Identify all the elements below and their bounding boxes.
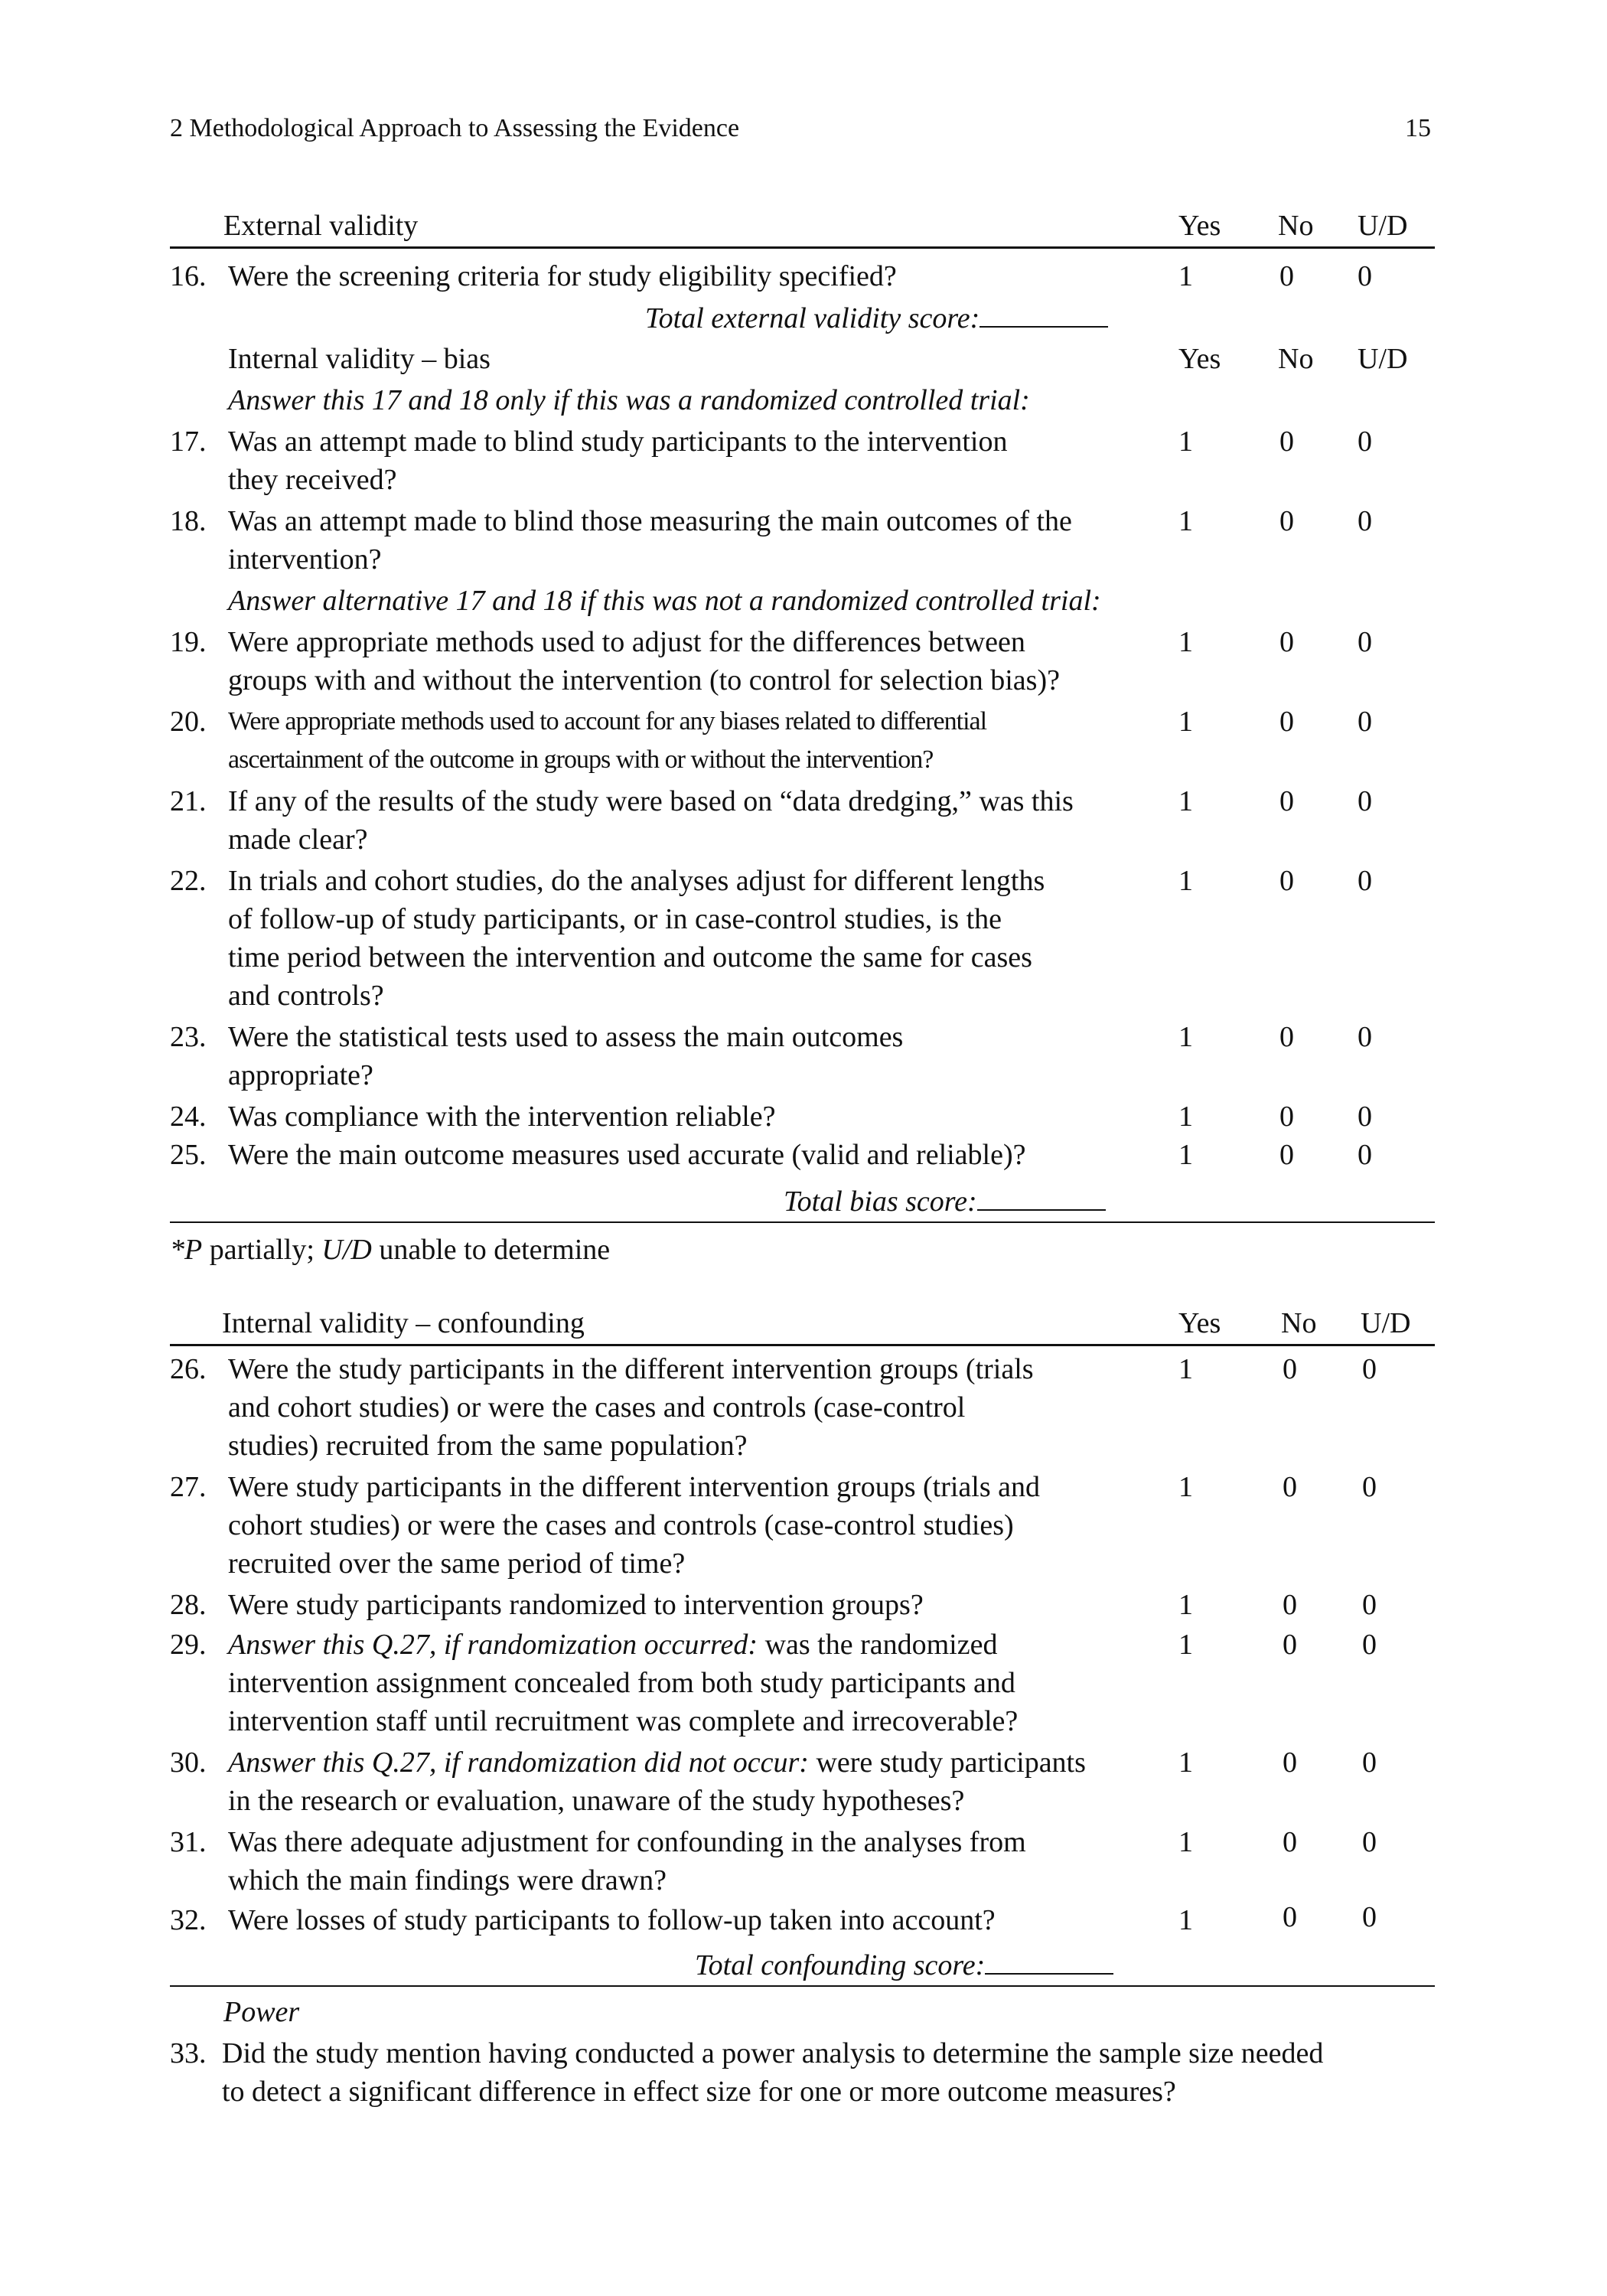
legend-footnote: *P partially; U/D unable to determine [170, 1234, 611, 1266]
answer-no[interactable]: 0 [1279, 426, 1294, 458]
answer-yes[interactable]: 1 [1178, 1021, 1193, 1053]
score-blank[interactable] [985, 1945, 1113, 1975]
answer-no[interactable]: 0 [1279, 706, 1294, 738]
answer-no[interactable]: 0 [1283, 1746, 1297, 1779]
question-text: Were study participants in the different intervention groups (trials and [228, 1471, 1040, 1503]
answer-yes[interactable]: 1 [1178, 1904, 1193, 1936]
confounding-heading: Internal validity – confounding [222, 1307, 585, 1339]
question-text: Was an attempt made to blind study participants to the intervention [228, 426, 1008, 458]
answer-ud[interactable]: 0 [1358, 505, 1372, 537]
answer-no[interactable]: 0 [1283, 1471, 1297, 1503]
total-confounding [695, 1945, 1113, 1985]
running-title: 2 Methodological Approach to Assessing the Evidence [170, 114, 740, 142]
question-text: time period between the intervention and outcome the same for cases [228, 941, 1032, 974]
question-number: 17. [170, 426, 207, 458]
answer-ud[interactable]: 0 [1358, 426, 1372, 458]
total-label: Total external validity score: [645, 302, 980, 334]
answer-ud[interactable]: 0 [1362, 1589, 1377, 1621]
col-yes-header: Yes [1178, 210, 1221, 242]
question-number: 29. [170, 1629, 207, 1661]
question-text: Were the screening criteria for study eligibility specified? [228, 260, 897, 292]
question-text: Did the study mention having conducted a power analysis to determine the sample size needed [222, 2037, 1324, 2069]
answer-yes[interactable]: 1 [1178, 706, 1193, 738]
question-number: 31. [170, 1826, 207, 1858]
question-text: and controls? [228, 980, 384, 1012]
question-text: in the research or evaluation, unaware of the study hypotheses? [228, 1785, 965, 1817]
instruction-note: Answer alternative 17 and 18 if this was not a randomized controlled trial: [228, 585, 1101, 617]
answer-yes[interactable]: 1 [1178, 865, 1193, 897]
col-yes-header: Yes [1178, 1307, 1221, 1339]
answer-ud[interactable]: 0 [1358, 706, 1372, 738]
question-text: Answer this Q.27, if randomization occurred: was the randomized [228, 1629, 998, 1661]
question-text: If any of the results of the study were based on “data dredging,” was this [228, 785, 1074, 817]
question-text: Were losses of study participants to follow-up taken into account? [228, 1904, 996, 1936]
question-number: 20. [170, 706, 207, 738]
score-blank[interactable] [980, 298, 1108, 328]
answer-yes[interactable]: 1 [1178, 1589, 1193, 1621]
section-rule [170, 246, 1435, 249]
question-text: cohort studies) or were the cases and controls (case-control studies) [228, 1509, 1014, 1541]
question-text: Were the statistical tests used to assess the main outcomes [228, 1021, 904, 1053]
total-label: Total bias score: [784, 1186, 977, 1218]
section-rule [170, 1221, 1435, 1223]
col-ud-header: U/D [1358, 210, 1408, 242]
question-text: intervention? [228, 543, 382, 576]
total-external-validity [645, 298, 1108, 338]
score-blank[interactable] [977, 1182, 1106, 1211]
question-number: 16. [170, 260, 207, 292]
answer-ud[interactable]: 0 [1362, 1629, 1377, 1661]
answer-no[interactable]: 0 [1279, 1139, 1294, 1171]
question-text: Answer this Q.27, if randomization did not occur: were study participants [228, 1746, 1086, 1779]
question-text: and cohort studies) or were the cases and controls (case-control [228, 1391, 966, 1424]
answer-no[interactable]: 0 [1279, 260, 1294, 292]
answer-ud[interactable]: 0 [1362, 1826, 1377, 1858]
answer-yes[interactable]: 1 [1178, 1746, 1193, 1779]
answer-yes[interactable]: 1 [1178, 1353, 1193, 1385]
question-number: 32. [170, 1904, 207, 1936]
question-text: Was an attempt made to blind those measuring the main outcomes of the [228, 505, 1072, 537]
question-text: intervention assignment concealed from both study participants and [228, 1667, 1015, 1699]
answer-yes[interactable]: 1 [1178, 1826, 1193, 1858]
question-number: 27. [170, 1471, 207, 1503]
total-bias [784, 1182, 1106, 1221]
answer-no[interactable]: 0 [1279, 1101, 1294, 1133]
answer-ud[interactable]: 0 [1358, 865, 1372, 897]
question-number: 25. [170, 1139, 207, 1171]
question-number: 23. [170, 1021, 207, 1053]
question-text: ascertainment of the outcome in groups with or without the intervention? [228, 745, 934, 774]
col-ud-header: U/D [1361, 1307, 1411, 1339]
question-text: groups with and without the intervention (to control for selection bias)? [228, 664, 1060, 696]
answer-ud[interactable]: 0 [1358, 626, 1372, 658]
question-text: Was compliance with the intervention reliable? [228, 1101, 776, 1133]
answer-ud[interactable]: 0 [1358, 1021, 1372, 1053]
question-number: 19. [170, 626, 207, 658]
answer-ud[interactable]: 0 [1362, 1746, 1377, 1779]
answer-no[interactable]: 0 [1283, 1901, 1297, 1933]
external-validity-heading: External validity [223, 210, 419, 242]
answer-no[interactable]: 0 [1279, 1021, 1294, 1053]
page-number: 15 [1405, 114, 1431, 142]
answer-no[interactable]: 0 [1283, 1589, 1297, 1621]
question-number: 33. [170, 2037, 207, 2069]
col-yes-header: Yes [1178, 343, 1221, 375]
answer-ud[interactable]: 0 [1358, 1101, 1372, 1133]
question-text: intervention staff until recruitment was complete and irrecoverable? [228, 1705, 1019, 1737]
question-text: Was there adequate adjustment for confounding in the analyses from [228, 1826, 1026, 1858]
question-text: In trials and cohort studies, do the analyses adjust for different lengths [228, 865, 1045, 897]
question-text: Were the study participants in the different intervention groups (trials [228, 1353, 1034, 1385]
answer-ud[interactable]: 0 [1358, 785, 1372, 817]
answer-yes[interactable]: 1 [1178, 626, 1193, 658]
answer-ud[interactable]: 0 [1362, 1353, 1377, 1385]
question-text: appropriate? [228, 1059, 373, 1091]
answer-no[interactable]: 0 [1283, 1826, 1297, 1858]
answer-yes[interactable]: 1 [1178, 505, 1193, 537]
question-number: 28. [170, 1589, 207, 1621]
question-text: Were appropriate methods used to adjust for the differences between [228, 626, 1025, 658]
answer-yes[interactable]: 1 [1178, 1139, 1193, 1171]
section-rule [170, 1985, 1435, 1987]
answer-yes[interactable]: 1 [1178, 426, 1193, 458]
question-text: to detect a significant difference in effect size for one or more outcome measures? [222, 2076, 1176, 2108]
instruction-note: Answer this 17 and 18 only if this was a randomized controlled trial: [228, 384, 1030, 416]
question-text: studies) recruited from the same population? [228, 1430, 748, 1462]
question-number: 22. [170, 865, 207, 897]
answer-ud[interactable]: 0 [1362, 1471, 1377, 1503]
question-number: 30. [170, 1746, 207, 1779]
power-heading: Power [223, 1996, 300, 2028]
answer-no[interactable]: 0 [1279, 785, 1294, 817]
answer-yes[interactable]: 1 [1178, 1101, 1193, 1133]
question-text: made clear? [228, 823, 368, 856]
question-text: Were study participants randomized to intervention groups? [228, 1589, 924, 1621]
question-text: recruited over the same period of time? [228, 1548, 686, 1580]
bias-heading: Internal validity – bias [228, 343, 491, 375]
answer-yes[interactable]: 1 [1178, 260, 1193, 292]
answer-ud[interactable]: 0 [1358, 260, 1372, 292]
answer-yes[interactable]: 1 [1178, 1471, 1193, 1503]
answer-no[interactable]: 0 [1279, 865, 1294, 897]
answer-yes[interactable]: 1 [1178, 785, 1193, 817]
answer-no[interactable]: 0 [1283, 1353, 1297, 1385]
question-text: which the main findings were drawn? [228, 1864, 667, 1896]
question-number: 26. [170, 1353, 207, 1385]
answer-yes[interactable]: 1 [1178, 1629, 1193, 1661]
question-number: 21. [170, 785, 207, 817]
answer-no[interactable]: 0 [1283, 1629, 1297, 1661]
col-ud-header: U/D [1358, 343, 1408, 375]
question-text: Were appropriate methods used to account for any biases related to differential [228, 707, 987, 735]
answer-ud[interactable]: 0 [1358, 1139, 1372, 1171]
answer-no[interactable]: 0 [1279, 505, 1294, 537]
total-label: Total confounding score: [695, 1949, 986, 1981]
answer-ud[interactable]: 0 [1362, 1901, 1377, 1933]
col-no-header: No [1278, 210, 1314, 242]
col-no-header: No [1278, 343, 1314, 375]
col-no-header: No [1281, 1307, 1317, 1339]
question-text: they received? [228, 464, 397, 496]
section-rule [170, 1344, 1435, 1346]
question-number: 18. [170, 505, 207, 537]
question-number: 24. [170, 1101, 207, 1133]
answer-no[interactable]: 0 [1279, 626, 1294, 658]
question-text: of follow-up of study participants, or in case-control studies, is the [228, 903, 1002, 935]
question-text: Were the main outcome measures used accurate (valid and reliable)? [228, 1139, 1026, 1171]
